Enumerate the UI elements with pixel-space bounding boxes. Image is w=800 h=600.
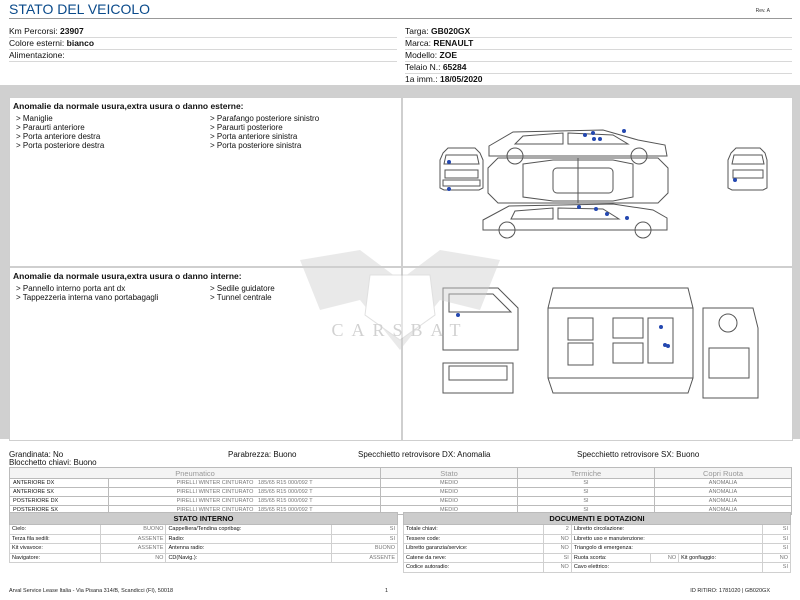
carsbat-watermark — [240, 240, 560, 360]
external-item: > Porta posteriore sinistra — [210, 141, 302, 150]
right-fields — [405, 26, 792, 86]
car-top-view — [488, 158, 668, 203]
cell-label: Cappelliera/Tendina copribag: — [166, 525, 332, 535]
table-row — [10, 544, 398, 554]
cell-label: Cavo elettrico: — [571, 563, 762, 573]
tyre-model: PIRELLI WINTER CINTURATO 185/65 R15 000/092 T — [109, 506, 381, 515]
cell-label: Cielo: — [10, 525, 101, 535]
tyres-table — [9, 467, 792, 515]
tyres-header: Copri Ruota — [655, 468, 792, 479]
table-row — [10, 553, 398, 563]
dashboard-view — [703, 308, 758, 398]
cell-label: Codice autoradio: — [404, 563, 544, 573]
internal-item: > Pannello interno porta ant dx — [16, 284, 126, 293]
tyre-stato: MEDIO — [381, 488, 518, 497]
damage-dot — [447, 187, 451, 191]
cell-value: ASSENTE — [100, 534, 166, 544]
tyres-header: Stato — [381, 468, 518, 479]
stato-interno-table — [9, 512, 398, 563]
exterior-damage-markers — [447, 129, 737, 220]
cell-value: BUONO — [332, 544, 398, 554]
internal-item: > Tappezzeria interna vano portabagagli — [16, 293, 159, 302]
tyres-header: Pneumatico — [10, 468, 381, 479]
cell-label: Radio: — [166, 534, 332, 544]
table-row — [10, 525, 398, 535]
table-row — [404, 553, 791, 563]
internal-item: > Tunnel centrale — [210, 293, 272, 302]
tyre-stato: MEDIO — [381, 506, 518, 515]
documenti-title: DOCUMENTI E DOTAZIONI — [404, 513, 791, 525]
damage-dot — [583, 133, 587, 137]
footer-id: ID RITIRO: 1781020 | GB020GX — [690, 588, 770, 594]
marca-field: Marca: RENAULT — [405, 38, 792, 50]
tyre-copriruota: ANOMALIA — [655, 506, 792, 515]
car-rear-view — [728, 148, 767, 190]
table-row — [10, 479, 792, 488]
tyre-model: PIRELLI WINTER CINTURATO 185/65 R15 000/092 T — [109, 488, 381, 497]
cell-label: Terza fila sedili: — [10, 534, 101, 544]
colore-field: Colore esterni: bianco — [9, 38, 397, 50]
external-item: > Porta posteriore destra — [16, 141, 105, 150]
damage-dot — [625, 216, 629, 220]
car-front-view — [440, 148, 483, 190]
stato-interno-title: STATO INTERNO — [10, 513, 398, 525]
table-row — [10, 488, 792, 497]
damage-dot — [591, 131, 595, 135]
alimentazione-field: Alimentazione: — [9, 50, 397, 62]
cell-value: ASSENTE — [332, 553, 398, 563]
cell-label: Kit gonfiaggio: — [679, 553, 763, 563]
tyre-stato: MEDIO — [381, 479, 518, 488]
table-row — [10, 534, 398, 544]
cell-value: NO — [543, 544, 571, 554]
damage-dot — [659, 325, 663, 329]
tyre-termiche: SI — [518, 479, 655, 488]
tyre-model: PIRELLI WINTER CINTURATO 185/65 R15 000/092 T — [109, 497, 381, 506]
internal-col1 — [16, 284, 196, 302]
cell-label: Tessere code: — [404, 534, 544, 544]
cell-value: NO — [543, 534, 571, 544]
cell-label: Navigatore: — [10, 553, 101, 563]
table-row — [10, 497, 792, 506]
summary-parabrezza: Parabrezza: Buono — [228, 450, 297, 459]
cell-value: SI — [763, 534, 791, 544]
cell-value: SI — [332, 534, 398, 544]
summary-specchio-dx: Specchietto retrovisore DX: Anomalia — [358, 450, 491, 459]
cell-value: SI — [763, 525, 791, 535]
cell-value: ASSENTE — [100, 544, 166, 554]
cell-value: SI — [763, 563, 791, 573]
car-right-side-view — [483, 204, 667, 238]
telaio-field: Telaio N.: 65284 — [405, 62, 792, 74]
immatricolazione-field: 1a imm.: 18/05/2020 — [405, 74, 792, 86]
table-row — [404, 544, 791, 554]
summary-grandinata: Grandinata: No — [9, 450, 64, 459]
cabin-layout — [548, 288, 693, 393]
cell-value: SI — [332, 525, 398, 535]
internal-item: > Sedile guidatore — [210, 284, 275, 293]
cell-label: CD(Navig.): — [166, 553, 332, 563]
external-col2 — [210, 114, 319, 150]
table-row — [404, 525, 791, 535]
summary-specchio-sx: Specchietto retrovisore SX: Buono — [577, 450, 700, 459]
cell-label: Ruota scorta: — [571, 553, 650, 563]
cell-value: SI — [543, 553, 571, 563]
external-title: Anomalie da normale usura,extra usura o danno esterne: — [13, 101, 244, 111]
cell-value: 2 — [543, 525, 571, 535]
damage-dot — [577, 205, 581, 209]
external-col1 — [16, 114, 104, 150]
tyre-copriruota: ANOMALIA — [655, 488, 792, 497]
title-divider — [9, 18, 792, 19]
table-row — [404, 563, 791, 573]
footer-address: Arval Service Lease Italia - Via Pisana 314/B, Scandicci (FI), 50018 — [9, 588, 174, 594]
cell-value: NO — [651, 553, 679, 563]
summary-blocchetto: Blocchetto chiavi: Buono — [9, 458, 97, 467]
footer-page-number: 1 — [385, 588, 389, 594]
damage-dot — [733, 178, 737, 182]
km-field: Km Percorsi: 23907 — [9, 26, 397, 38]
tyre-stato: MEDIO — [381, 497, 518, 506]
damage-dot — [605, 212, 609, 216]
cell-label: Totale chiavi: — [404, 525, 544, 535]
tyre-position: POSTERIORE DX — [10, 497, 109, 506]
cell-value: SI — [763, 544, 791, 554]
damage-dot — [622, 129, 626, 133]
damage-dot — [592, 137, 596, 141]
external-item: > Porta anteriore destra — [16, 132, 101, 141]
cell-value: NO — [543, 563, 571, 573]
tyre-copriruota: ANOMALIA — [655, 479, 792, 488]
internal-title: Anomalie da normale usura,extra usura o danno interne: — [13, 271, 242, 281]
cell-value: NO — [763, 553, 791, 563]
cell-value: NO — [100, 553, 166, 563]
tyre-model: PIRELLI WINTER CINTURATO 185/65 R15 000/092 T — [109, 479, 381, 488]
cell-label: Libretto uso e manutenzione: — [571, 534, 762, 544]
tyre-termiche: SI — [518, 497, 655, 506]
cell-value: BUONO — [100, 525, 166, 535]
damage-dot — [666, 344, 670, 348]
table-row — [404, 534, 791, 544]
cell-label: Libretto circolazione: — [571, 525, 762, 535]
external-item: > Paraurti posteriore — [210, 123, 283, 132]
revision-label: Rev. A — [755, 8, 770, 14]
cell-label: Catene da neve: — [404, 553, 544, 563]
modello-field: Modello: ZOE — [405, 50, 792, 62]
tyres-header-row — [10, 468, 792, 479]
tyre-copriruota: ANOMALIA — [655, 497, 792, 506]
external-item: > Parafango posteriore sinistro — [210, 114, 320, 123]
cell-label: Triangolo di emergenza: — [571, 544, 762, 554]
tyres-header: Termiche — [518, 468, 655, 479]
tyre-position: ANTERIORE DX — [10, 479, 109, 488]
damage-dot — [598, 137, 602, 141]
cell-label: Kit vivavoce: — [10, 544, 101, 554]
section-bar — [0, 85, 800, 97]
damage-dot — [447, 160, 451, 164]
tyre-position: ANTERIORE SX — [10, 488, 109, 497]
watermark-text: CARSBAT — [331, 320, 469, 340]
damage-dot — [594, 207, 598, 211]
left-fields — [9, 26, 397, 62]
documenti-table — [403, 512, 791, 573]
external-item: > Paraurti anteriore — [16, 123, 85, 132]
targa-field: Targa: GB020GX — [405, 26, 792, 38]
external-item: > Porta anteriore sinistra — [210, 132, 298, 141]
tyre-position: POSTERIORE SX — [10, 506, 109, 515]
cell-label: Antenna radio: — [166, 544, 332, 554]
external-item: > Maniglie — [16, 114, 53, 123]
cell-label: Libretto garanzia/service: — [404, 544, 544, 554]
tyre-termiche: SI — [518, 488, 655, 497]
page-title: STATO DEL VEICOLO — [9, 1, 151, 17]
tyre-termiche: SI — [518, 506, 655, 515]
